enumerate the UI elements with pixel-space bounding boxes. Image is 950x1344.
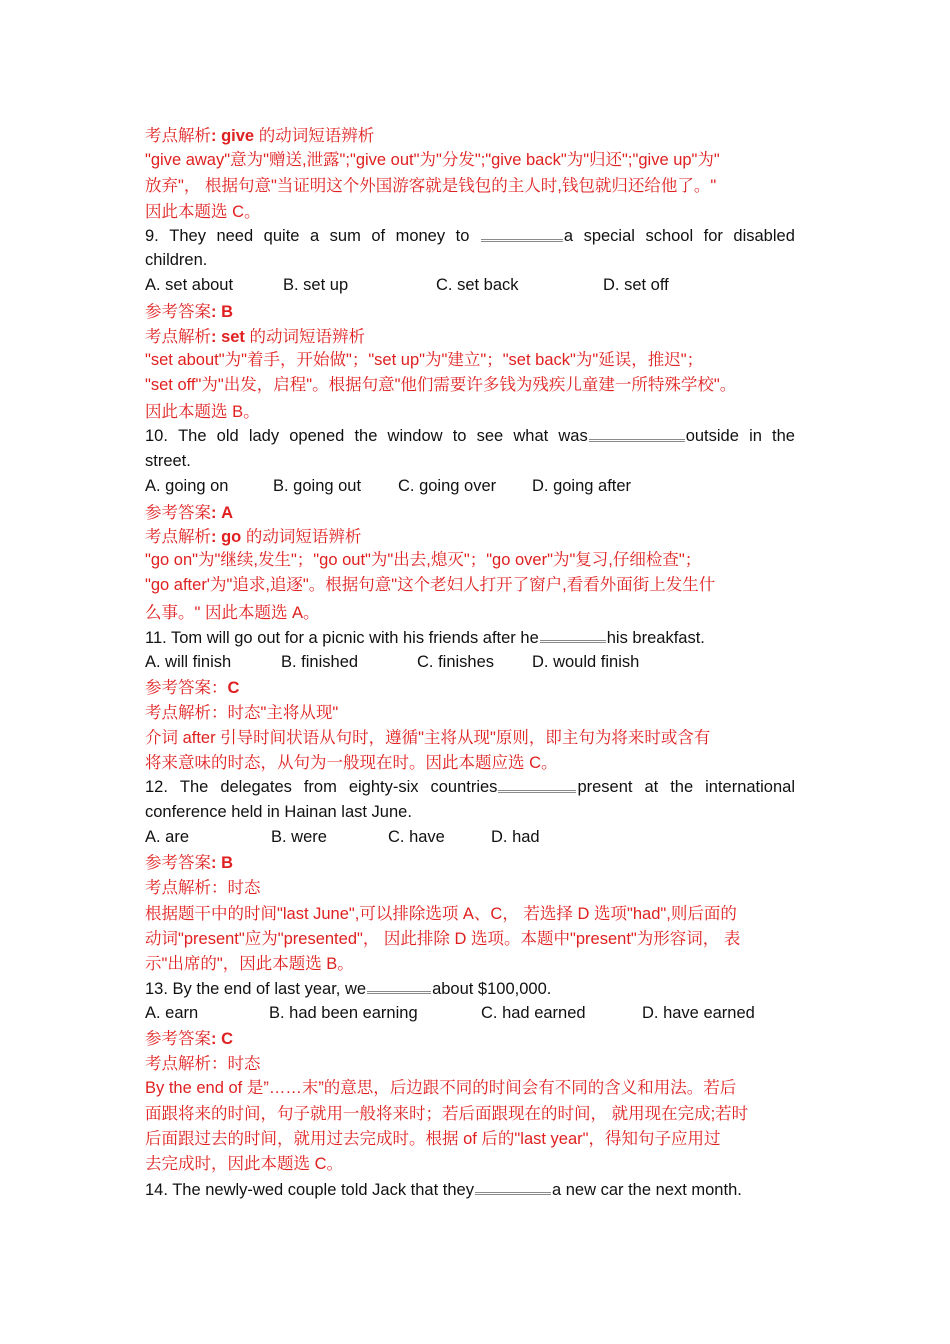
- label: 考点解析: [145, 328, 211, 346]
- word: The: [178, 427, 207, 445]
- word: see: [476, 427, 504, 445]
- question-text: 11. Tom will go out for a picnic with his friends after he: [145, 629, 539, 647]
- answer-blank[interactable]: [498, 775, 576, 793]
- q12-analysis-line: 示"出席的"，因此本题选 B。: [145, 955, 354, 973]
- q12-analysis-line: 根据题干中的时间"last June",可以排除选项 A、C， 若选择 D 选项"had",则后面的: [145, 905, 737, 923]
- option-d[interactable]: D. set off: [603, 276, 669, 294]
- q11-answer: [145, 676, 239, 700]
- q9-analysis-line: 因此本题选 B。: [145, 403, 260, 421]
- word: what: [513, 427, 549, 445]
- option-b[interactable]: B. going out: [273, 477, 362, 495]
- word: quite: [263, 227, 300, 245]
- option-a[interactable]: A. will finish: [145, 653, 232, 671]
- keyword: : set: [211, 328, 245, 346]
- word: opened: [289, 427, 345, 445]
- q13-analysis-line: 面跟将来的时间，句子就用一般将来时；若后面跟现在的时间， 就用现在完成;若时: [145, 1105, 749, 1123]
- answer-blank[interactable]: [540, 625, 606, 643]
- q11-analysis-line: 将来意味的时态，从句为一般现在时。因此本题应选 C。: [145, 754, 558, 772]
- word: eighty-six: [348, 778, 419, 796]
- q10-answer: [145, 501, 233, 525]
- word: at: [644, 778, 659, 796]
- option-d[interactable]: D. had: [491, 828, 540, 846]
- word: 9.: [145, 227, 159, 245]
- word: for: [703, 227, 723, 245]
- q9-analysis-line: "set off"为"出发，启程"。根据句意"他们需要许多钱为残疾儿童建一所特殊学校"。: [145, 376, 737, 394]
- question-text: 14. The newly-wed couple told Jack that they: [145, 1181, 474, 1199]
- label: 参考答案: [145, 854, 211, 872]
- q13-question: [145, 976, 551, 1001]
- option-d[interactable]: D. going after: [532, 477, 632, 495]
- q10-analysis-title: [145, 525, 361, 549]
- option-d[interactable]: D. would finish: [532, 653, 640, 671]
- word: special: [583, 227, 635, 245]
- word: of: [371, 227, 386, 245]
- answer-value: : B: [211, 854, 233, 872]
- word: from: [303, 778, 337, 796]
- q11-analysis-line: 介词 after 引导时间状语从句时，遵循"主将从现"原则，即主句为将来时或含有: [145, 729, 711, 747]
- q9-question-cont: children.: [145, 251, 208, 269]
- word: The: [179, 778, 209, 796]
- word: 10.: [145, 427, 168, 445]
- word: lady: [248, 427, 280, 445]
- q10-analysis-line: "go on"为"继续,发生"；"go out"为"出去,熄灭"；"go over"为"复习,仔细检查"；: [145, 551, 702, 569]
- word: need: [216, 227, 254, 245]
- question-text: 13. By the end of last year, we: [145, 980, 367, 998]
- q9-answer: [145, 300, 233, 324]
- q9-analysis-line: "set about"为"着手，开始做"；"set up"为"建立"；"set back"为"延误，推迟"；: [145, 351, 704, 369]
- question-text: about $100,000.: [432, 980, 552, 998]
- q13-analysis-line: By the end of 是”……末”的意思，后边跟不同的时间会有不同的含义和用法。若后: [145, 1079, 737, 1097]
- word: in: [749, 427, 762, 445]
- option-c[interactable]: C. finishes: [417, 653, 495, 671]
- question-text: a new car the next month.: [551, 1181, 742, 1199]
- q8-analysis-line: "give away"意为"赠送,泄露";"give out"为"分发";"give back"为"归还";"give up"为": [145, 151, 720, 169]
- word: disabled: [733, 227, 795, 245]
- label: 考点解析: [145, 127, 211, 145]
- label: 考点解析: [145, 528, 211, 546]
- q14-question: [145, 1177, 742, 1202]
- word: international: [705, 778, 795, 796]
- option-a[interactable]: A. going on: [145, 477, 229, 495]
- word: the: [354, 427, 378, 445]
- option-b[interactable]: B. had been earning: [269, 1004, 418, 1022]
- answer-value: : A: [211, 504, 233, 522]
- option-b[interactable]: B. were: [271, 828, 327, 846]
- answer-blank[interactable]: [589, 424, 685, 442]
- word: school: [645, 227, 694, 245]
- q8-analysis-line: 因此本题选 C。: [145, 203, 261, 221]
- q10-analysis-line: "go after'为"追求,追逐"。根据句意"这个老妇人打开了窗户,看看外面街上发生什: [145, 576, 716, 594]
- answer-value: C: [227, 679, 240, 697]
- answer-blank[interactable]: [481, 224, 563, 242]
- word: window: [387, 427, 443, 445]
- answer-value: : B: [211, 303, 233, 321]
- word: to: [452, 427, 467, 445]
- word: a: [563, 227, 574, 245]
- option-a[interactable]: A. earn: [145, 1004, 199, 1022]
- q8-analysis-title: [145, 124, 374, 148]
- word: money: [395, 227, 446, 245]
- word: a: [309, 227, 320, 245]
- word: countries: [430, 778, 498, 796]
- q13-answer: [145, 1027, 233, 1051]
- q11-question: [145, 625, 705, 650]
- keyword: : go: [211, 528, 242, 546]
- answer-blank[interactable]: [367, 976, 431, 994]
- word: present: [577, 778, 633, 796]
- answer-value: : C: [211, 1030, 233, 1048]
- option-a[interactable]: A. set about: [145, 276, 234, 294]
- label: 参考答案：: [145, 679, 228, 697]
- q13-analysis-line: 后面跟过去的时间，就用过去完成时。根据 of 后的"last year"，得知句子应用过: [145, 1130, 721, 1148]
- label: 的动词短语辨析: [241, 528, 362, 546]
- q12-question-cont: conference held in Hainan last June.: [145, 803, 412, 821]
- q9-question: [145, 224, 795, 248]
- option-b[interactable]: B. set up: [283, 276, 349, 294]
- q10-question: [145, 424, 795, 448]
- option-c[interactable]: C. going over: [398, 477, 497, 495]
- q10-analysis-line: 么事。" 因此本题选 A。: [145, 604, 320, 622]
- word: the: [772, 427, 795, 445]
- question-text: his breakfast.: [606, 629, 705, 647]
- word: sum: [329, 227, 361, 245]
- label: 参考答案: [145, 504, 211, 522]
- label: 参考答案: [145, 303, 211, 321]
- q12-analysis-line: 动词"present"应为"presented"， 因此排除 D 选项。本题中"present"为形容词， 表: [145, 930, 741, 948]
- label: 的动词短语辨析: [254, 127, 375, 145]
- q9-analysis-title: [145, 325, 365, 349]
- label: 参考答案: [145, 1030, 211, 1048]
- q13-analysis-line: 去完成时，因此本题选 C。: [145, 1155, 343, 1173]
- q8-analysis-line: 放弃"， 根据句意"当证明这个外国游客就是钱包的主人时,钱包就归还给他了。": [145, 177, 717, 195]
- word: outside: [685, 427, 739, 445]
- word: They: [169, 227, 206, 245]
- option-b[interactable]: B. finished: [281, 653, 359, 671]
- word: delegates: [220, 778, 292, 796]
- option-c[interactable]: C. have: [388, 828, 445, 846]
- q12-analysis-title: 考点解析：时态: [145, 879, 261, 897]
- label: 的动词短语辨析: [244, 328, 366, 346]
- option-d[interactable]: D. have earned: [642, 1004, 755, 1022]
- keyword: : give: [211, 127, 255, 145]
- word: old: [216, 427, 239, 445]
- answer-blank[interactable]: [475, 1177, 551, 1195]
- q10-question-cont: street.: [145, 452, 191, 470]
- option-c[interactable]: C. had earned: [481, 1004, 586, 1022]
- word: was: [558, 427, 588, 445]
- q12-answer: [145, 851, 233, 875]
- word: to: [455, 227, 470, 245]
- q13-analysis-title: 考点解析：时态: [145, 1055, 261, 1073]
- option-a[interactable]: A. are: [145, 828, 190, 846]
- q11-analysis-title: 考点解析：时态"主将从现": [145, 704, 339, 722]
- word: the: [670, 778, 694, 796]
- q12-question: [145, 775, 795, 799]
- option-c[interactable]: C. set back: [436, 276, 519, 294]
- word: 12.: [145, 778, 168, 796]
